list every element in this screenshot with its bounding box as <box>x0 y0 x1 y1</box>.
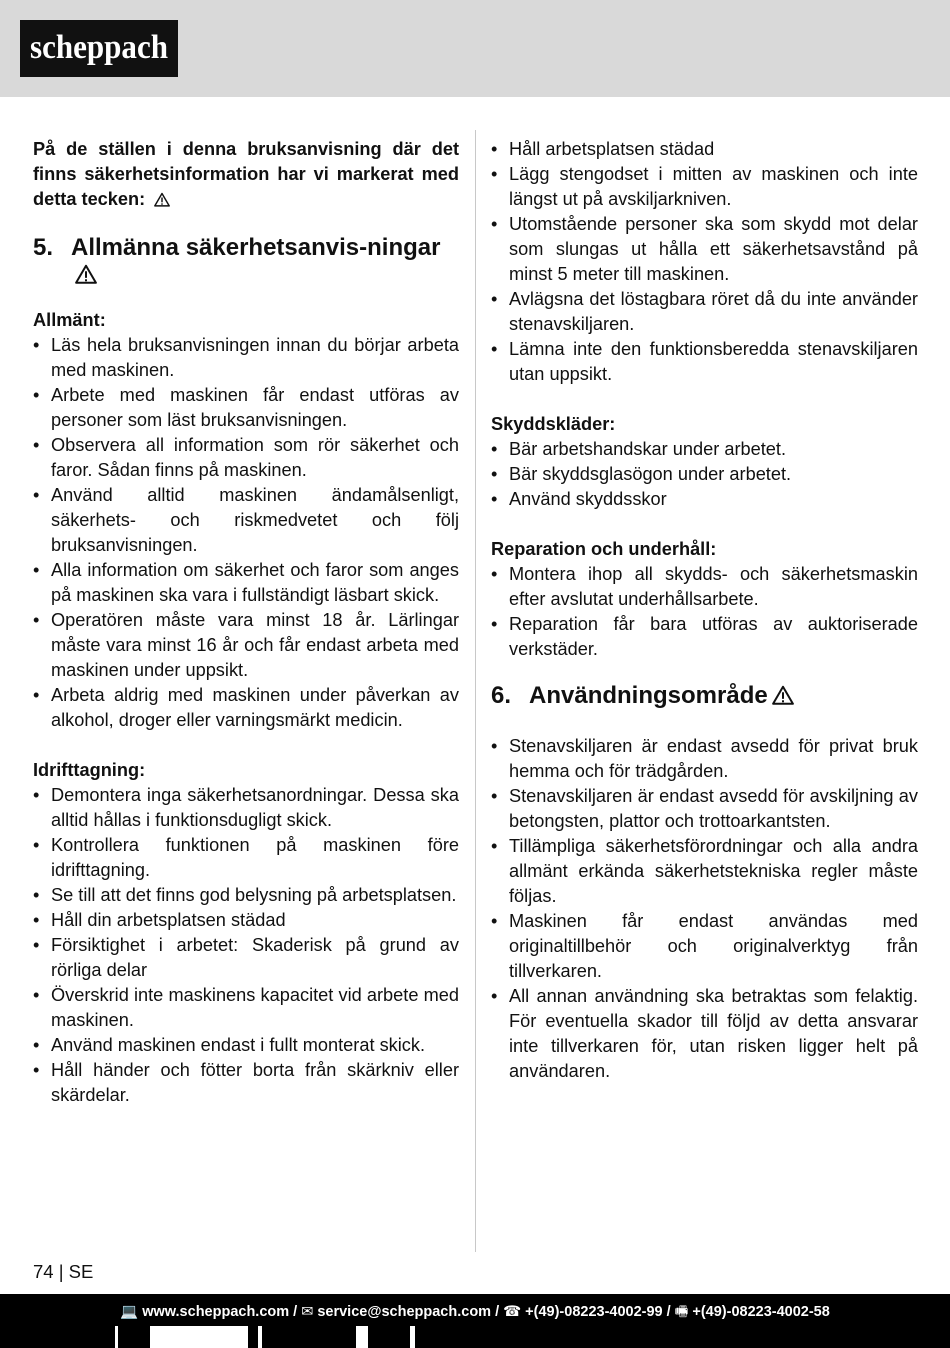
usage-list <box>491 734 918 1084</box>
list-item: • Utomstående personer ska som skydd mot delar som slungas ut hålla ett säkerhetsavstånd på minst 5 meter till maskinen. <box>491 212 918 287</box>
continued-list <box>491 137 918 387</box>
warning-icon <box>154 192 170 207</box>
startup-list <box>33 783 459 1108</box>
warning-icon <box>75 264 97 284</box>
list-item: • Använd skyddsskor <box>491 487 918 512</box>
list-item: • Operatören måste vara minst 18 år. Lärlingar måste vara minst 16 år och får endast arbeta med maskinen under uppsikt. <box>33 608 459 683</box>
list-item: • Maskinen får endast användas med originaltillbehör och originalverktyg från tillverkaren. <box>491 909 918 984</box>
website-link[interactable]: www.scheppach.com <box>142 1304 290 1320</box>
repair-list <box>491 562 918 662</box>
list-item: • Arbete med maskinen får endast utföras av personer som läst bruksanvisningen. <box>33 383 459 433</box>
page-number: 74 | SE <box>33 1261 94 1282</box>
list-item: • Överskrid inte maskinens kapacitet vid arbete med maskinen. <box>33 983 459 1033</box>
fax-icon: 🖷 <box>674 1304 689 1320</box>
general-list <box>33 333 459 733</box>
list-item: • Lägg stengodset i mitten av maskinen och inte längst ut på avskiljarkniven. <box>491 162 918 212</box>
page-header <box>0 0 950 97</box>
barcode-strip <box>150 1326 248 1348</box>
list-item: • Reparation får bara utföras av auktoriserade verkstäder. <box>491 612 918 662</box>
page-footer <box>0 1294 950 1348</box>
fax-number: +(49)-08223-4002-58 <box>692 1304 830 1320</box>
list-item: • Se till att det finns god belysning på arbetsplatsen. <box>33 883 459 908</box>
barcode-strip <box>258 1326 262 1348</box>
email-link[interactable]: service@scheppach.com <box>317 1304 492 1320</box>
list-item: • Avlägsna det löstagbara röret då du inte använder stenavskiljaren. <box>491 287 918 337</box>
right-column <box>491 137 918 1084</box>
phone-number: +(49)-08223-4002-99 <box>525 1304 663 1320</box>
list-item: • Bär arbetshandskar under arbetet. <box>491 437 918 462</box>
left-column <box>33 137 459 1108</box>
section-6-heading: 6. Användningsområde <box>491 682 918 709</box>
computer-icon: 💻 <box>120 1304 139 1320</box>
list-item: • Montera ihop all skydds- och säkerhetsmaskin efter avslutat underhållsarbete. <box>491 562 918 612</box>
list-item: • Tillämpliga säkerhetsförordningar och alla andra allmänt erkända säkerhetstekniska regler måste följas. <box>491 834 918 909</box>
barcode-strip <box>410 1326 415 1348</box>
section-5-heading: 5. Allmänna säkerhetsanvis-ningar <box>33 234 459 288</box>
list-item: • Försiktighet i arbetet: Skaderisk på grund av rörliga delar <box>33 933 459 983</box>
list-item: • Kontrollera funktionen på maskinen före idrifttagning. <box>33 833 459 883</box>
contact-line: 💻 www.scheppach.com / ✉ service@scheppach.com / ☎ +(49)-08223-4002-99 / 🖷 +(49)-08223-4002-58 <box>120 1304 830 1320</box>
warning-icon <box>772 685 794 705</box>
barcode-strip <box>356 1326 368 1348</box>
protective-list <box>491 437 918 512</box>
list-item: • Använd maskinen endast i fullt monterat skick. <box>33 1033 459 1058</box>
list-item: • Läs hela bruksanvisningen innan du börjar arbeta med maskinen. <box>33 333 459 383</box>
list-item: • Stenavskiljaren är endast avsedd för avskiljning av betongsten, plattor och trottoarkantsten. <box>491 784 918 834</box>
list-item: • All annan användning ska betraktas som felaktig. För eventuella skador till följd av detta ansvarar inte tillverkaren för, utan risken ligger helt på användaren. <box>491 984 918 1084</box>
barcode-strip <box>115 1326 118 1348</box>
startup-heading: Idrifttagning: <box>33 760 146 780</box>
list-item: • Demontera inga säkerhetsanordningar. Dessa ska alltid hållas i funktionsdugligt skick. <box>33 783 459 833</box>
list-item: • Stenavskiljaren är endast avsedd för privat bruk hemma och för trädgården. <box>491 734 918 784</box>
list-item: • Alla information om säkerhet och faror som anges på maskinen ska vara i fullständigt läsbart skick. <box>33 558 459 608</box>
list-item: • Håll arbetsplatsen städad <box>491 137 918 162</box>
general-heading: Allmänt: <box>33 310 106 330</box>
list-item: • Arbeta aldrig med maskinen under påverkan av alkohol, droger eller varningsmärkt medicin. <box>33 683 459 733</box>
repair-heading: Reparation och underhåll: <box>491 539 717 559</box>
list-item: • Observera all information som rör säkerhet och faror. Sådan finns på maskinen. <box>33 433 459 483</box>
list-item: • Håll din arbetsplatsen städad <box>33 908 459 933</box>
svg-text:scheppach: scheppach <box>30 29 169 66</box>
list-item: • Lämna inte den funktionsberedda stenavskiljaren utan uppsikt. <box>491 337 918 387</box>
column-divider <box>475 130 476 1252</box>
list-item: • Bär skyddsglasögon under arbetet. <box>491 462 918 487</box>
list-item: • Använd alltid maskinen ändamålsenligt, säkerhets- och riskmedvetet och följ bruksanvisningen. <box>33 483 459 558</box>
scheppach-logo <box>20 20 178 77</box>
phone-icon: ☎ <box>503 1304 522 1320</box>
protective-heading: Skyddskläder: <box>491 414 616 434</box>
list-item: • Håll händer och fötter borta från skärkniv eller skärdelar. <box>33 1058 459 1108</box>
mail-icon: ✉ <box>301 1304 314 1320</box>
intro-text: På de ställen i denna bruksanvisning där det finns säkerhetsinformation har vi markerat med detta tecken: <box>33 139 459 209</box>
